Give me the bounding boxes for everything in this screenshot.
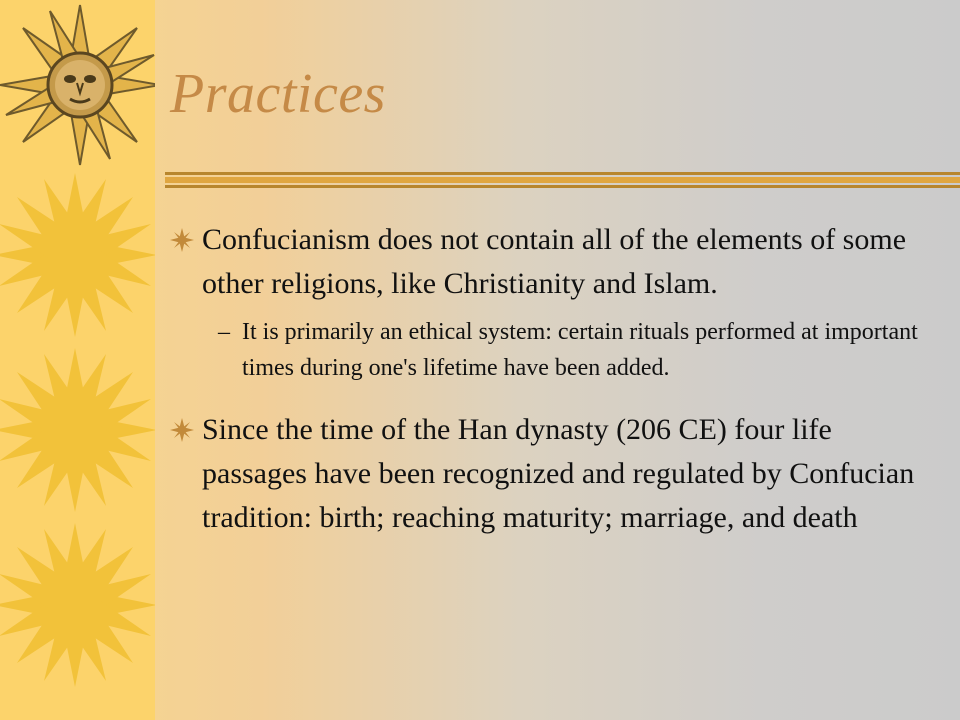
sub-bullet-item	[218, 314, 940, 386]
star-bullet-icon	[170, 418, 194, 442]
bullet-text: Since the time of the Han dynasty (206 CE) four life passages have been recognized and regulated by Confucian tradition: birth; reaching maturity; marriage, and death	[202, 413, 915, 534]
bullet-item	[170, 218, 940, 306]
title-divider	[165, 172, 960, 190]
bullet-item	[170, 408, 940, 540]
sun-pattern	[0, 0, 155, 720]
star-bullet-icon	[170, 228, 194, 252]
decorative-sidebar	[0, 0, 155, 720]
sub-bullet-text: It is primarily an ethical system: certain rituals performed at important times during one's lifetime have been added.	[242, 319, 918, 381]
dash-marker: –	[218, 319, 230, 345]
slide-body	[170, 218, 940, 540]
slide-title: Practices	[170, 63, 386, 125]
sun-icon	[0, 348, 155, 512]
bullet-text: Confucianism does not contain all of the elements of some other religions, like Christianity and Islam.	[202, 223, 907, 300]
sun-icon	[0, 173, 155, 337]
sun-face-icon	[0, 5, 155, 165]
sun-icon	[0, 523, 155, 687]
